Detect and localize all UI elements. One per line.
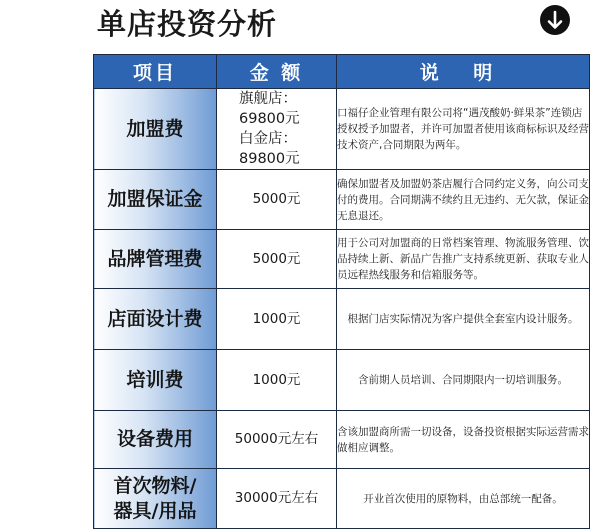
row-item: 培训费 xyxy=(94,350,217,411)
row-amount: 5000元 xyxy=(217,230,337,289)
row-amount: 1000元 xyxy=(217,289,337,350)
row-description: 开业首次使用的原物料，由总部统一配备。 xyxy=(337,469,590,529)
row-item: 设备费用 xyxy=(94,411,217,469)
table-row xyxy=(94,411,590,469)
row-description: 含该加盟商所需一切设备，设备投资根据实际运营需求做相应调整。 xyxy=(337,411,590,469)
amount-line: 旗舰店：69800元 xyxy=(239,91,300,127)
row-item: 加盟费 xyxy=(94,89,217,170)
download-button[interactable] xyxy=(540,5,570,35)
table-row xyxy=(94,350,590,411)
arrow-down-circle-icon xyxy=(540,5,570,35)
item-line: 首次物料/ xyxy=(113,474,197,497)
table-row xyxy=(94,89,590,170)
header-description: 说 明 xyxy=(337,55,590,89)
table-row xyxy=(94,170,590,230)
table-row xyxy=(94,469,590,529)
row-description: 根据门店实际情况为客户提供全套室内设计服务。 xyxy=(337,289,590,350)
investment-table xyxy=(93,54,590,529)
row-description: 含前期人员培训、合同期限内一切培训服务。 xyxy=(337,350,590,411)
row-description: 用于公司对加盟商的日常档案管理、物流服务管理、饮品持续上新、新品广告推广支持系统更新、获取专业人员远程热线服务和信箱服务等。 xyxy=(337,230,590,289)
header-amount: 金 额 xyxy=(217,55,337,89)
row-amount: 30000元左右 xyxy=(217,469,337,529)
table-header-row xyxy=(94,55,590,89)
row-amount: 5000元 xyxy=(217,170,337,230)
amount-line: 白金店：89800元 xyxy=(239,131,300,167)
row-item: 店面设计费 xyxy=(94,289,217,350)
header-item: 项目 xyxy=(94,55,217,89)
row-amount: 1000元 xyxy=(217,350,337,411)
row-item: 加盟保证金 xyxy=(94,170,217,230)
row-amount: 50000元左右 xyxy=(217,411,337,469)
item-line: 器具/用品 xyxy=(113,499,197,522)
table-row xyxy=(94,289,590,350)
row-description: 口福仔企业管理有限公司将“遇茂酸奶·鲜果茶”连锁店授权授予加盟者，并许可加盟者使用该商标标识及经营技术资产,合同期限为两年。 xyxy=(337,89,590,170)
row-item: 品牌管理费 xyxy=(94,230,217,289)
row-item xyxy=(94,469,217,529)
page-title: 单店投资分析 xyxy=(97,7,278,41)
table-row xyxy=(94,230,590,289)
row-description: 确保加盟者及加盟奶茶店履行合同约定义务，向公司支付的费用。合同期满不续约且无违约、无欠款，保证金无息退还。 xyxy=(337,170,590,230)
row-amount xyxy=(217,89,337,170)
